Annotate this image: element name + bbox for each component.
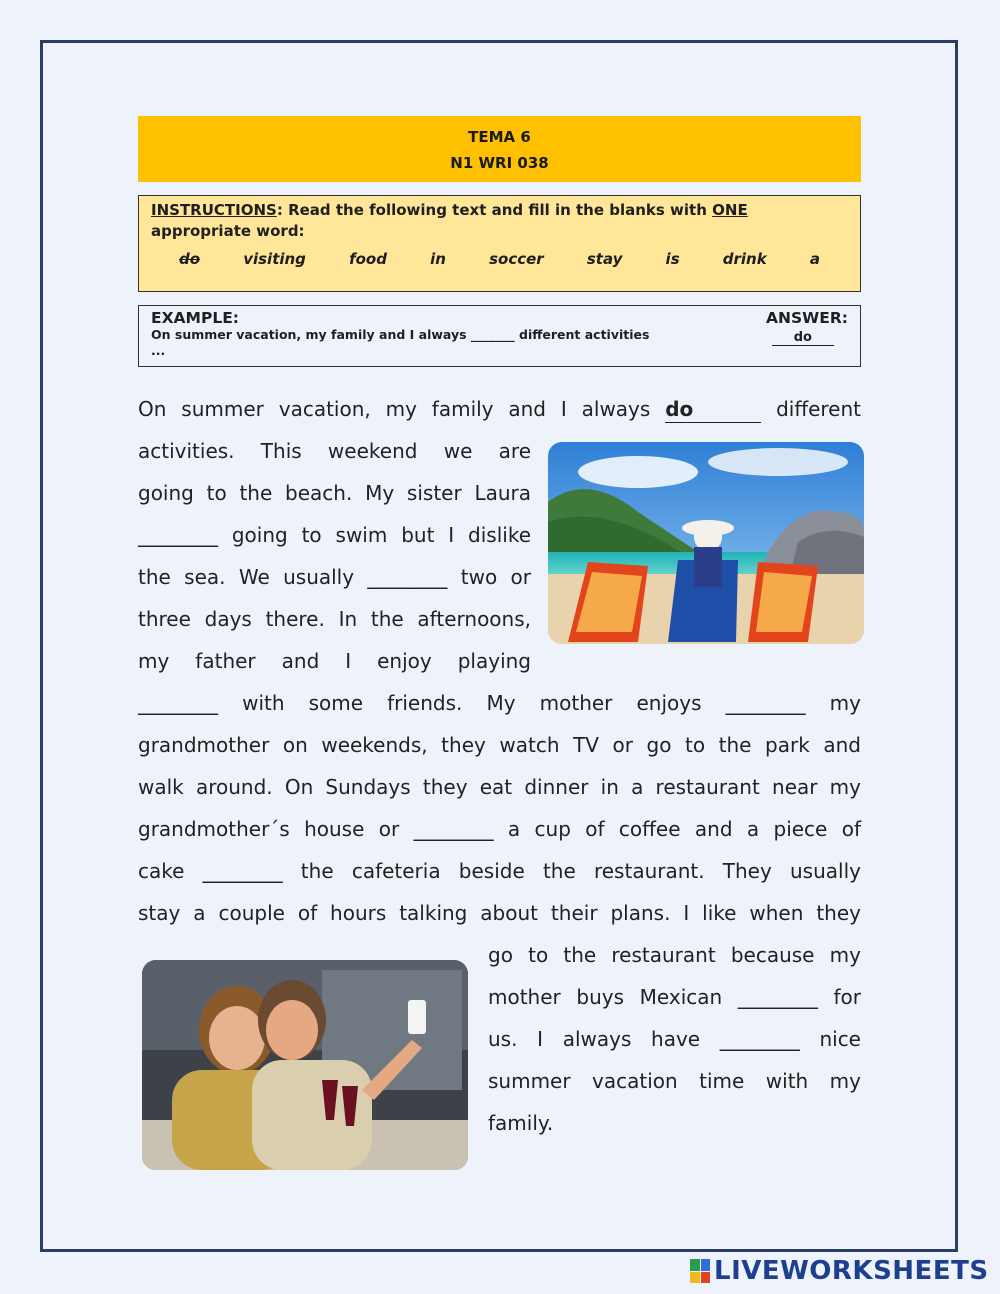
- passage-line: summer vacation time with my: [488, 1069, 861, 1093]
- beach-photo: [548, 442, 864, 644]
- answer-label: ANSWER:: [766, 309, 848, 327]
- passage-line: stay a couple of hours talking about their plans. I like when they: [138, 901, 861, 925]
- title-line-1: TEMA 6: [468, 128, 531, 146]
- passage-line: walk around. On Sundays they eat dinner in a restaurant near my: [138, 775, 861, 799]
- family-selfie-photo: [142, 960, 468, 1170]
- word-bank-item: a: [809, 250, 820, 268]
- passage-line: ________ going to swim but I dislike: [138, 523, 531, 547]
- passage-line: my father and I enjoy playing: [138, 649, 531, 673]
- passage-line: us. I always have ________ nice: [488, 1027, 861, 1051]
- instructions-text: [151, 200, 848, 242]
- word-bank-item: soccer: [489, 250, 544, 268]
- passage-line: cake ________ the cafeteria beside the restaurant. They usually: [138, 859, 861, 883]
- passage-line: [138, 388, 861, 430]
- logo-text: LIVEWORKSHEETS: [714, 1256, 989, 1286]
- instructions-one: ONE: [712, 201, 748, 219]
- word-bank-item: visiting: [243, 250, 306, 268]
- example-answer: do: [772, 330, 834, 346]
- word-bank-item: in: [430, 250, 446, 268]
- title-line-2: N1 WRI 038: [450, 154, 549, 172]
- passage-line: activities. This weekend we are: [138, 439, 531, 463]
- passage-line: going to the beach. My sister Laura: [138, 481, 531, 505]
- passage-text: On summer vacation, my family and I always: [138, 397, 651, 421]
- passage-text: different: [776, 397, 862, 421]
- instructions-text-b: appropriate word:: [151, 222, 305, 240]
- example-box: [138, 305, 861, 367]
- passage-line: go to the restaurant because my: [488, 943, 861, 967]
- word-bank-item: is: [665, 250, 680, 268]
- passage-line: three days there. In the afternoons,: [138, 607, 531, 631]
- instructions-box: [138, 195, 861, 292]
- passage-line: the sea. We usually ________ two or: [138, 565, 531, 589]
- passage-line: family.: [488, 1111, 554, 1135]
- title-bar: [138, 116, 861, 182]
- passage-line: grandmother on weekends, they watch TV or go to the park and: [138, 733, 861, 757]
- instructions-text-a: : Read the following text and fill in the blanks with: [276, 201, 713, 219]
- word-bank: [151, 250, 848, 268]
- example-label: EXAMPLE:: [151, 309, 239, 327]
- word-bank-item: do: [179, 250, 201, 268]
- word-bank-item: food: [349, 250, 387, 268]
- answer-blank-filled[interactable]: do: [665, 397, 694, 421]
- passage-line: ________ with some friends. My mother enjoys ________ my: [138, 691, 861, 715]
- instructions-label: INSTRUCTIONS: [151, 201, 277, 219]
- word-bank-item: drink: [722, 250, 767, 268]
- word-bank-item: stay: [586, 250, 623, 268]
- logo-icon: [690, 1259, 710, 1283]
- liveworksheets-logo[interactable]: [690, 1256, 989, 1286]
- example-sentence: On summer vacation, my family and I always _______ different activities ...: [151, 327, 650, 358]
- passage-line: mother buys Mexican ________ for: [488, 985, 861, 1009]
- passage-line: grandmother´s house or ________ a cup of coffee and a piece of: [138, 817, 861, 841]
